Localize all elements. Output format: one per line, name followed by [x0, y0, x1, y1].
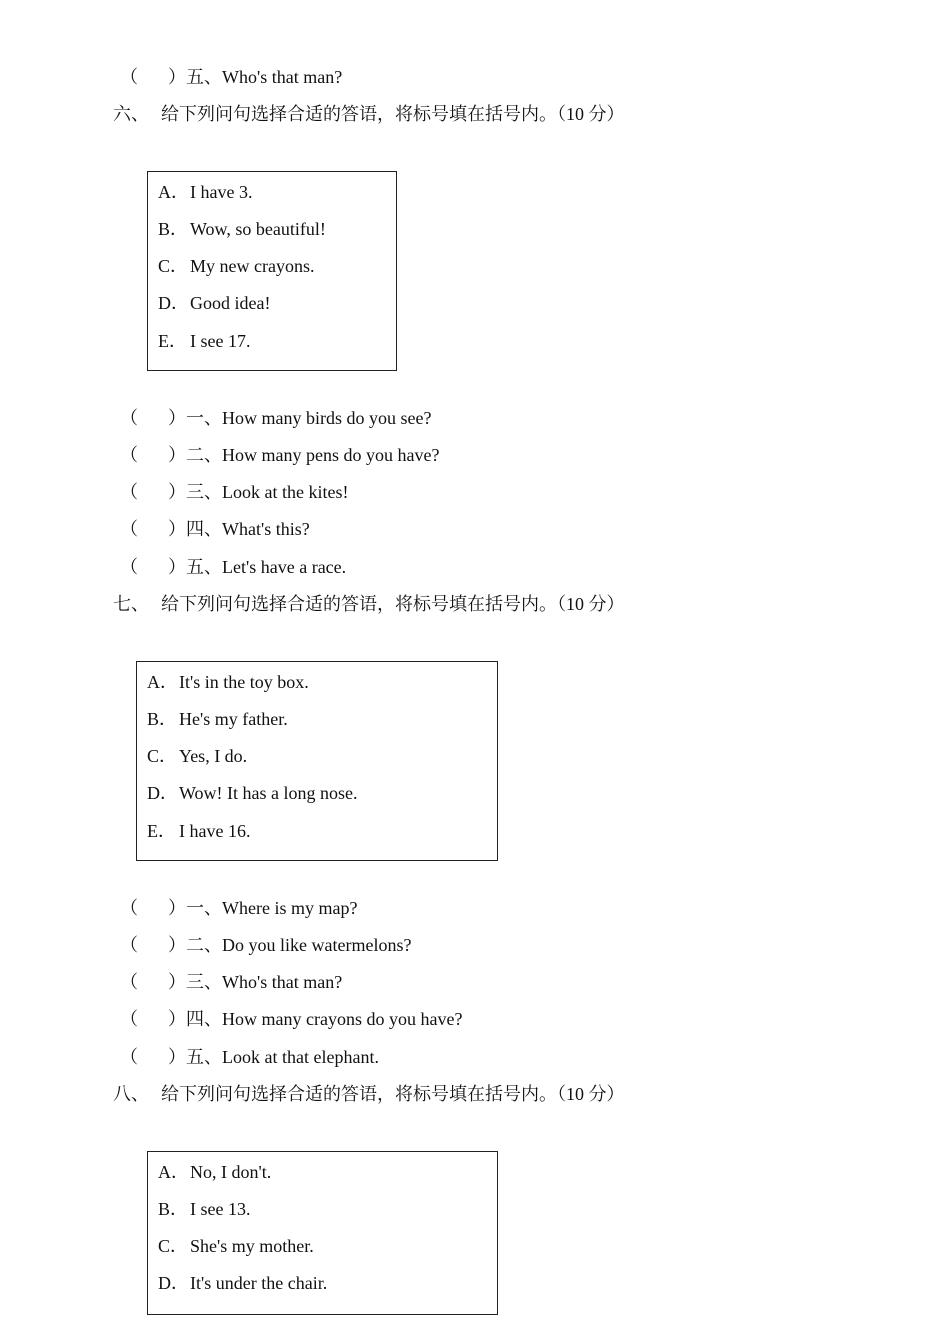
- option-letter: C．: [147, 746, 178, 766]
- answer-paren-close: ）: [168, 408, 186, 428]
- answer-paren-open: （: [120, 482, 138, 502]
- answer-paren-close: ）: [168, 972, 186, 992]
- question-text: 四、How many crayons do you have?: [186, 1009, 463, 1029]
- answer-paren-close: ）: [168, 67, 186, 87]
- options-box: [136, 661, 498, 861]
- option-letter: B．: [147, 709, 178, 729]
- option-item: [158, 292, 270, 314]
- question-line: [120, 1008, 720, 1030]
- option-text: He's my father.: [179, 709, 288, 729]
- question-text: 二、How many pens do you have?: [186, 445, 440, 465]
- option-text: My new crayons.: [190, 256, 315, 276]
- answer-paren-open: （: [120, 408, 138, 428]
- question-line: [120, 934, 720, 956]
- answer-paren-open: （: [120, 1009, 138, 1029]
- answer-paren-close: ）: [168, 898, 186, 918]
- section-instruction: 给下列问句选择合适的答语，将标号填在括号内。（10 分）: [161, 594, 625, 614]
- question-line: [120, 1046, 720, 1068]
- option-item: [158, 218, 326, 240]
- section-number: 六、: [113, 104, 149, 124]
- section-heading: [113, 103, 625, 125]
- option-item: [158, 1198, 250, 1220]
- options-box: [147, 1151, 498, 1315]
- option-item: [158, 1235, 314, 1257]
- option-item: [158, 1272, 327, 1294]
- option-text: She's my mother.: [190, 1236, 314, 1256]
- option-text: I see 17.: [190, 331, 251, 351]
- option-letter: C．: [158, 1236, 189, 1256]
- question-line: [120, 556, 720, 578]
- option-letter: A．: [158, 1162, 189, 1182]
- question-text: 五、Who's that man?: [186, 67, 343, 87]
- answer-paren-open: （: [120, 1047, 138, 1067]
- question-text: 五、Look at that elephant.: [186, 1047, 379, 1067]
- question-line: [120, 407, 720, 429]
- option-letter: B．: [158, 1199, 189, 1219]
- answer-paren-close: ）: [168, 1009, 186, 1029]
- option-text: Wow, so beautiful!: [190, 219, 326, 239]
- option-letter: A．: [147, 672, 178, 692]
- answer-paren-close: ）: [168, 1047, 186, 1067]
- section-instruction: 给下列问句选择合适的答语，将标号填在括号内。（10 分）: [161, 104, 625, 124]
- options-box: [147, 171, 397, 371]
- option-item: [147, 671, 309, 693]
- option-item: [158, 255, 314, 277]
- option-item: [158, 330, 250, 352]
- option-item: [147, 820, 250, 842]
- option-item: [158, 1161, 271, 1183]
- option-item: [147, 782, 358, 804]
- option-text: I have 16.: [179, 821, 251, 841]
- option-letter: D．: [158, 293, 189, 313]
- option-text: I see 13.: [190, 1199, 251, 1219]
- option-text: Good idea!: [190, 293, 271, 313]
- question-line: [120, 66, 720, 88]
- option-text: Wow! It has a long nose.: [179, 783, 358, 803]
- answer-paren-open: （: [120, 445, 138, 465]
- option-letter: E．: [147, 821, 176, 841]
- section-instruction: 给下列问句选择合适的答语，将标号填在括号内。（10 分）: [161, 1084, 625, 1104]
- question-text: 一、Where is my map?: [186, 898, 358, 918]
- question-text: 三、Look at the kites!: [186, 482, 349, 502]
- answer-paren-open: （: [120, 972, 138, 992]
- option-text: I have 3.: [190, 182, 253, 202]
- answer-paren-close: ）: [168, 557, 186, 577]
- answer-paren-close: ）: [168, 445, 186, 465]
- option-text: It's in the toy box.: [179, 672, 309, 692]
- answer-paren-close: ）: [168, 935, 186, 955]
- option-letter: C．: [158, 256, 189, 276]
- option-text: No, I don't.: [190, 1162, 272, 1182]
- answer-paren-open: （: [120, 67, 138, 87]
- answer-paren-close: ）: [168, 482, 186, 502]
- section-number: 八、: [113, 1084, 149, 1104]
- question-text: 五、Let's have a race.: [186, 557, 347, 577]
- option-letter: D．: [158, 1273, 189, 1293]
- option-letter: A．: [158, 182, 189, 202]
- question-text: 四、What's this?: [186, 519, 310, 539]
- section-heading: [113, 593, 625, 615]
- option-text: Yes, I do.: [179, 746, 248, 766]
- section-heading: [113, 1083, 625, 1105]
- question-line: [120, 481, 720, 503]
- question-text: 三、Who's that man?: [186, 972, 343, 992]
- question-line: [120, 444, 720, 466]
- option-text: It's under the chair.: [190, 1273, 328, 1293]
- option-letter: B．: [158, 219, 189, 239]
- question-line: [120, 971, 720, 993]
- section-number: 七、: [113, 594, 149, 614]
- option-letter: D．: [147, 783, 178, 803]
- question-text: 二、Do you like watermelons?: [186, 935, 412, 955]
- question-text: 一、How many birds do you see?: [186, 408, 432, 428]
- answer-paren-close: ）: [168, 519, 186, 539]
- answer-paren-open: （: [120, 935, 138, 955]
- option-letter: E．: [158, 331, 187, 351]
- answer-paren-open: （: [120, 898, 138, 918]
- question-line: [120, 518, 720, 540]
- option-item: [147, 745, 247, 767]
- question-line: [120, 897, 720, 919]
- option-item: [158, 181, 252, 203]
- answer-paren-open: （: [120, 557, 138, 577]
- answer-paren-open: （: [120, 519, 138, 539]
- option-item: [147, 708, 288, 730]
